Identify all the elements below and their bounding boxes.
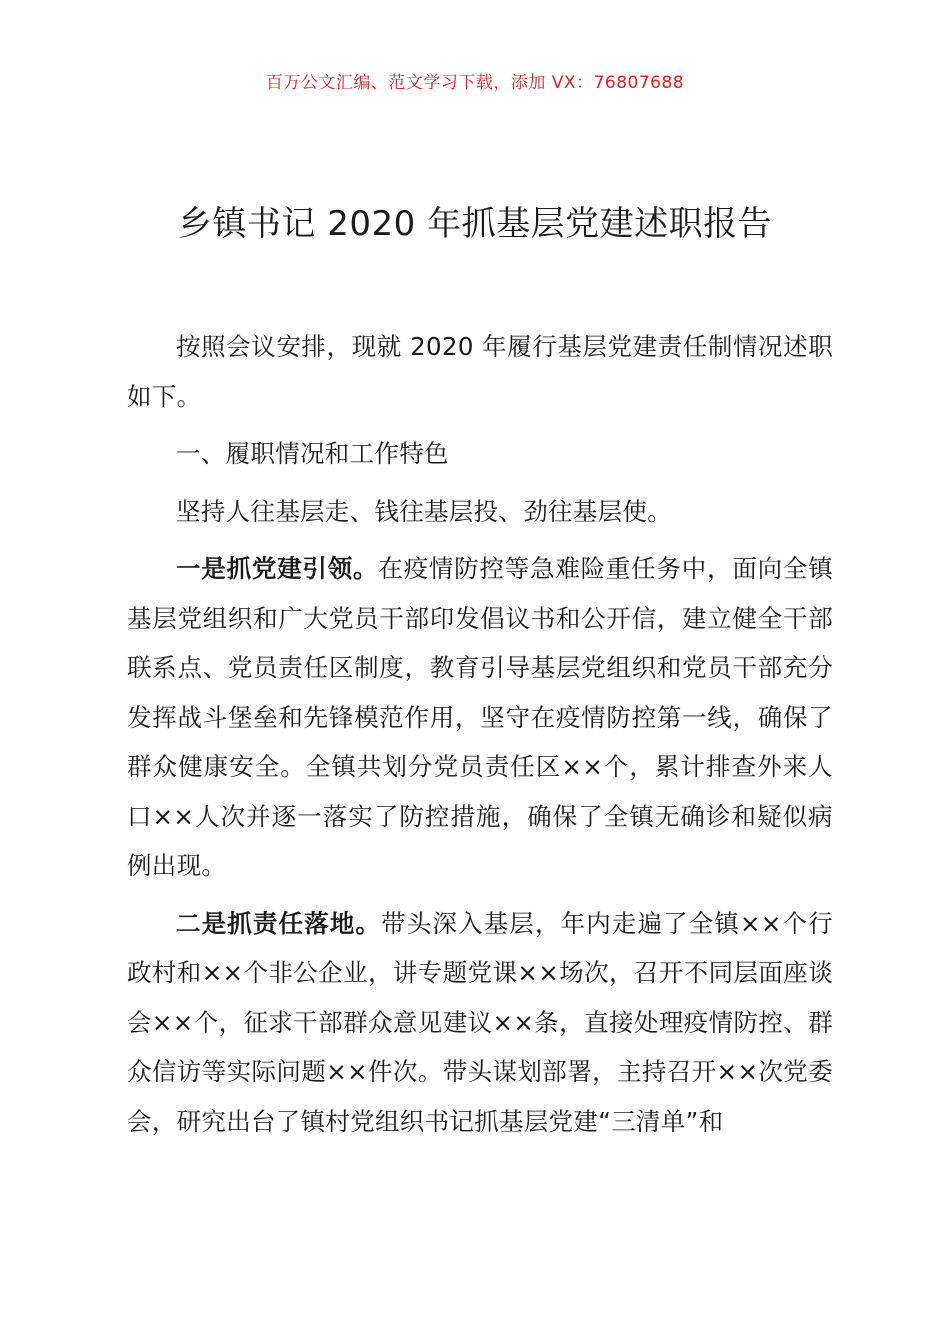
header-watermark-note: 百万公文汇编、范文学习下载，添加 VX：76807688 [265,73,685,93]
document-title: 乡镇书记 2020 年抓基层党建述职报告 [177,204,773,244]
paragraph-lead: 一是抓党建引领。 [176,554,379,583]
paragraph-summary [127,487,833,537]
paragraph-item-2 [127,899,833,1147]
section-heading [127,429,833,479]
paragraph-text: 一、履职情况和工作特色 [176,439,449,468]
paragraph-item-1 [127,544,833,891]
document-body [127,322,833,1154]
paragraph-text: 坚持人往基层走、钱往基层投、劲往基层使。 [176,496,672,526]
paragraph-text: 在疫情防控等急难险重任务中，面向全镇基层党组织和广大党员干部印发倡议书和公开信，建立健全干部联系点、党员责任区制度，教育引导基层党组织和党员干部充分发挥战斗堡垒和先锋模范作用，坚守在疫情防控第一线，确保了群众健康安全。全镇共划分党员责任区××个，累计排查外来人口××人次并逐一落实了防控措施，确保了全镇无确诊和疑似病例出现。 [127,554,833,880]
paragraph-text: 按照会议安排，现就 2020 年履行基层党建责任制情况述职如下。 [127,332,833,411]
paragraph-text: 带头深入基层，年内走遍了全镇××个行政村和××个非公企业，讲专题党课××场次，召开不同层面座谈会××个，征求干部群众意见建议××条，直接处理疫情防控、群众信访等实际问题××件次。带头谋划部署，主持召开××次党委会，研究出台了镇村党组织书记抓基层党建“三清单”和 [127,908,833,1136]
paragraph-lead: 二是抓责任落地。 [176,908,382,938]
paragraph-intro [127,322,833,421]
